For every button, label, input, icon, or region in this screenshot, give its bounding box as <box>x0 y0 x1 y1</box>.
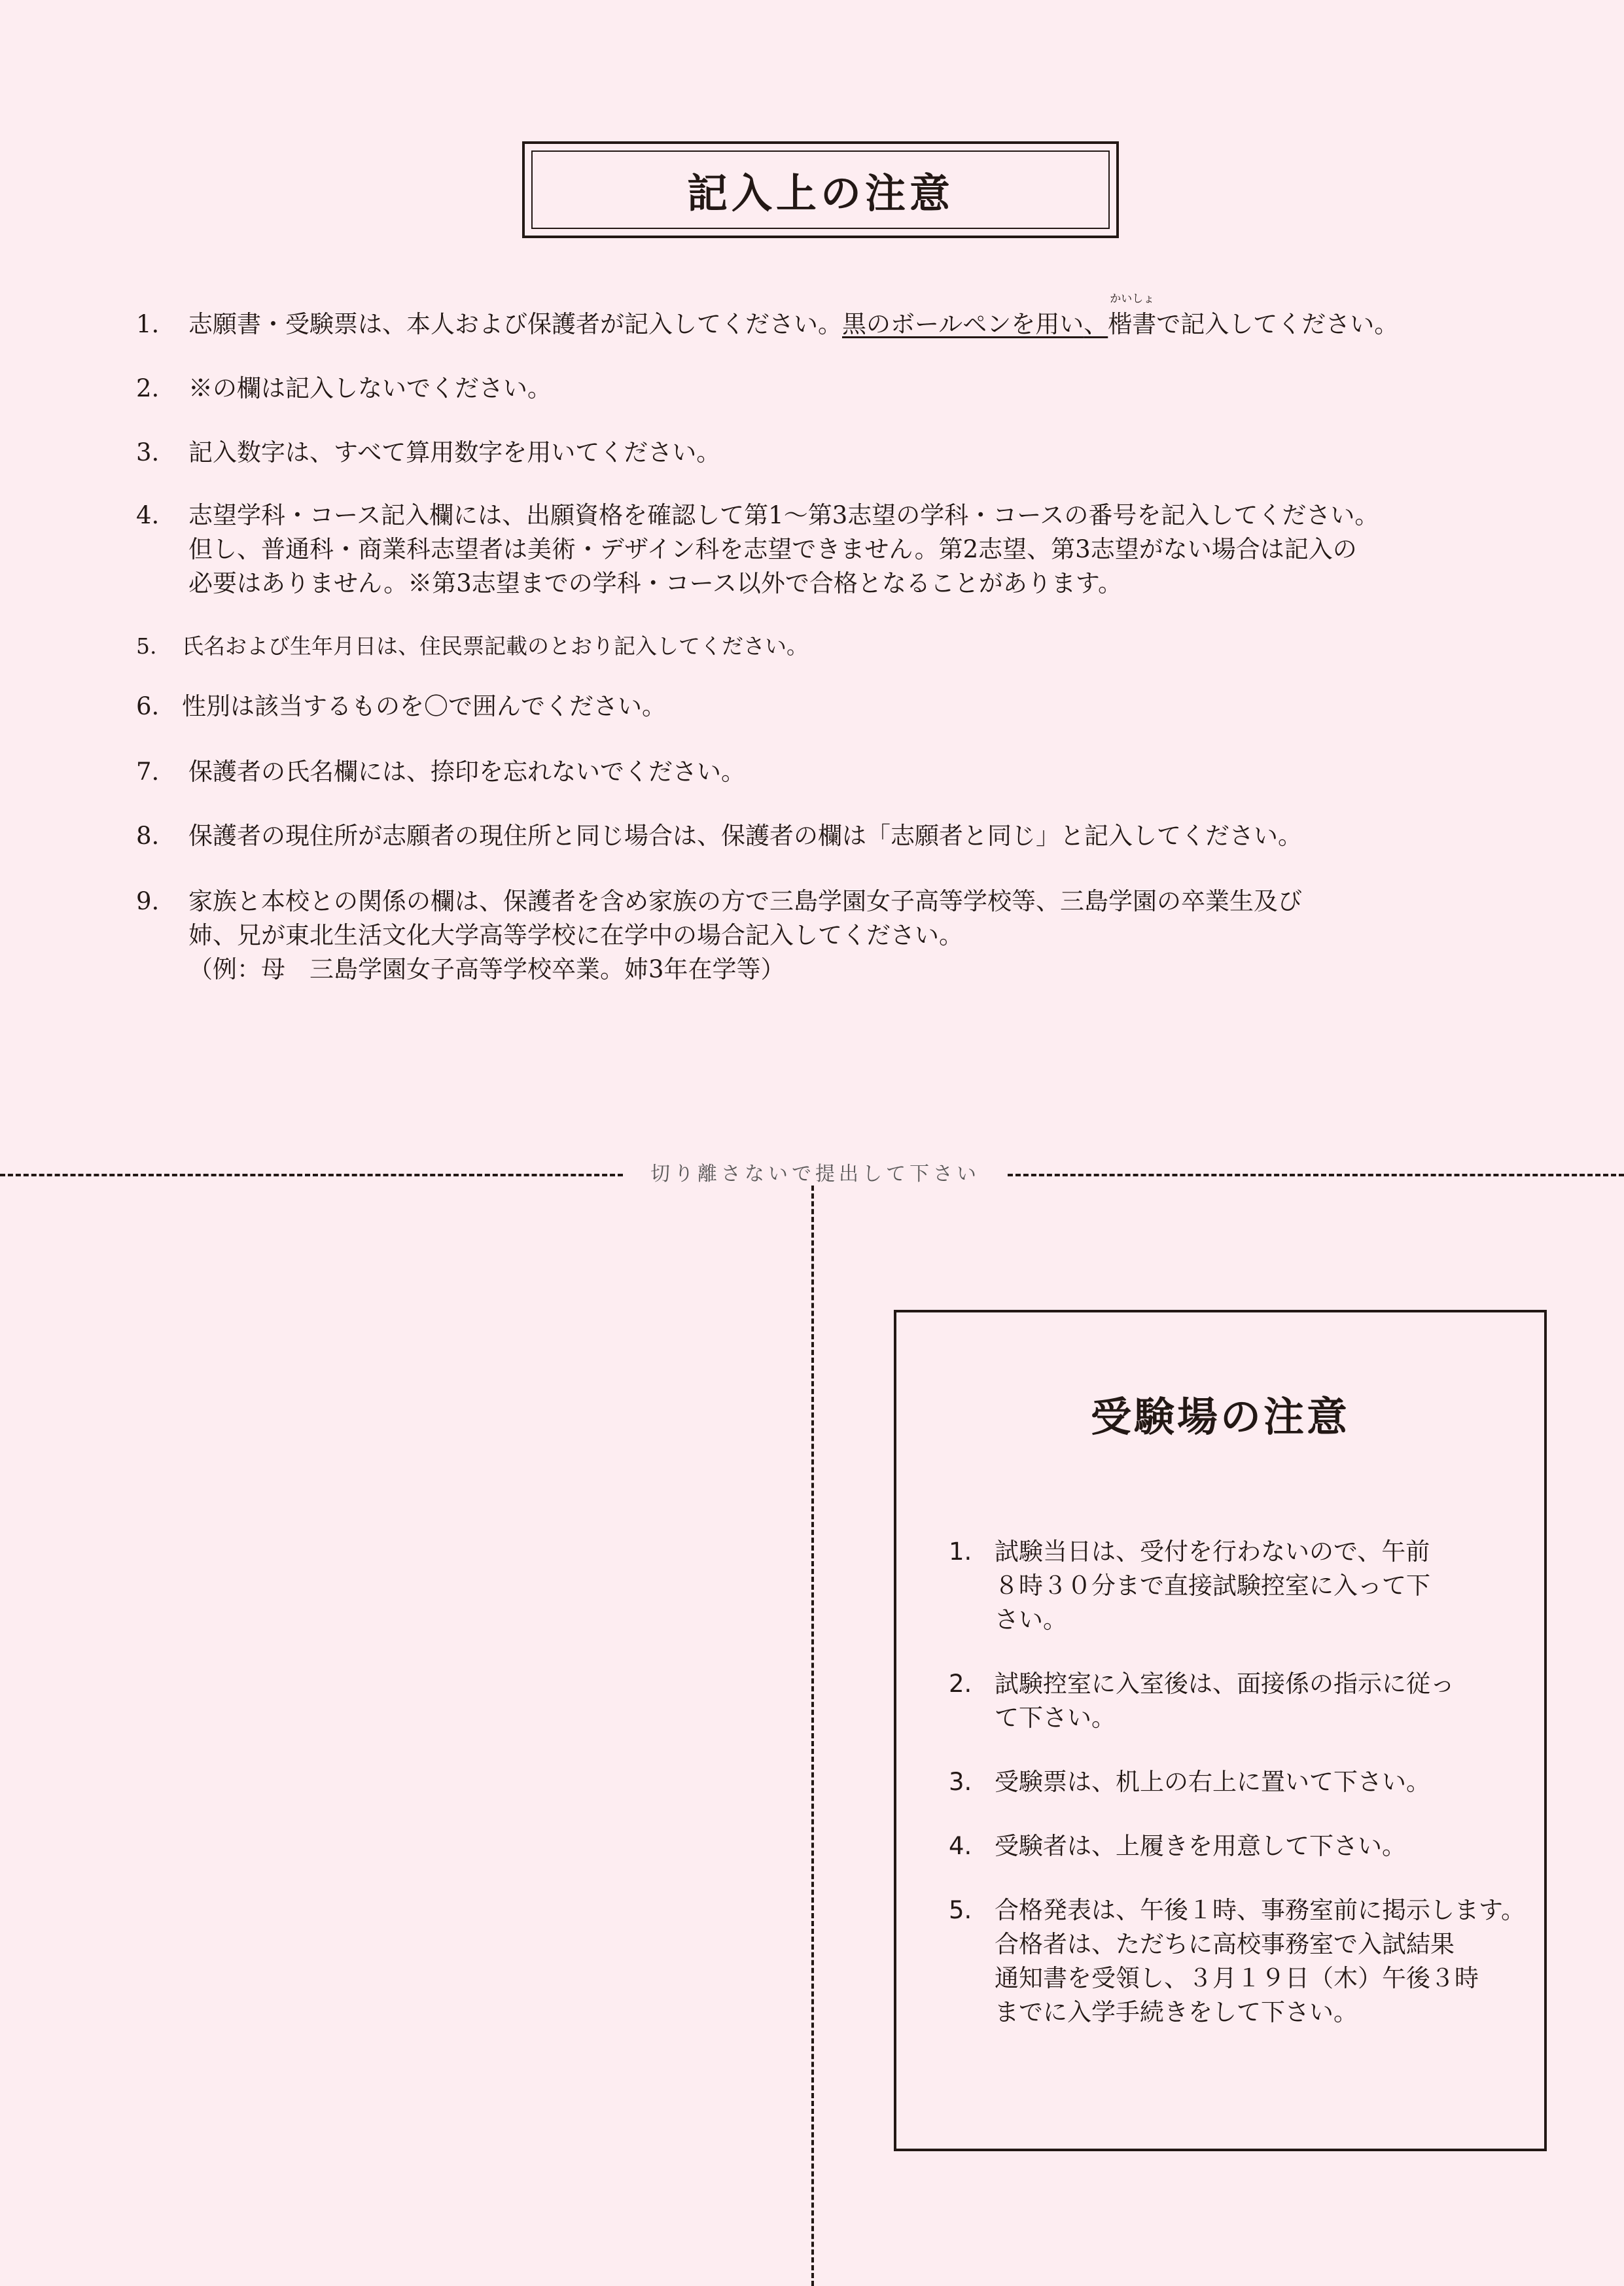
note-text: 志願書・受験票は、本人および保護者が記入してください。 <box>188 310 842 338</box>
exam-note-line: 合格発表は、午後１時、事務室前に掲示します。 <box>995 1896 1526 1924</box>
note-line: 姉、兄が東北生活文化大学高等学校に在学中の場合記入してください。 <box>188 921 963 949</box>
notes-title: 記入上の注意 <box>531 150 1110 229</box>
note-line: 保護者の現住所が志願者の現住所と同じ場合は、保護者の欄は「志願者と同じ」と記入してください。 <box>188 822 1302 850</box>
exam-note-line: 試験控室に入室後は、面接係の指示に従っ <box>995 1670 1455 1698</box>
exam-note-line: 受験票は、机上の右上に置いて下さい。 <box>995 1768 1430 1796</box>
exam-note-line: 合格者は、ただちに高校事務室で入試結果 <box>995 1930 1455 1958</box>
note-3 <box>136 436 1576 470</box>
note-line: 必要はありません。※第3志望までの学科・コース以外で合格となることがあります。 <box>188 569 1122 597</box>
exam-notes-list <box>949 1535 1551 2030</box>
exam-note-1 <box>949 1535 1551 1637</box>
note-comma: 、 <box>1084 310 1108 338</box>
exam-note-line: て下さい。 <box>995 1704 1116 1732</box>
note-text-end: で記入してください。 <box>1156 310 1399 338</box>
exam-note-number: 3. <box>949 1768 972 1796</box>
note-1 <box>136 292 1576 342</box>
ruby-word <box>1108 292 1157 342</box>
exam-notes-box <box>894 1310 1547 2151</box>
exam-note-line: 通知書を受領し、３月１９日（木）午後３時 <box>995 1964 1479 1992</box>
exam-note-line: 試験当日は、受付を行わないので、午前 <box>995 1538 1430 1566</box>
note-number: 3. <box>136 438 160 466</box>
notes-title-box <box>522 141 1119 238</box>
vertical-cut-line <box>811 1186 814 2286</box>
cut-line-right <box>1008 1174 1624 1176</box>
note-line: 但し、普通科・商業科志望者は美術・デザイン科を志望できません。第2志望、第3志望がない場合は記入の <box>188 535 1357 563</box>
note-line: ※の欄は記入しないでください。 <box>188 374 552 402</box>
note-5 <box>136 629 1576 663</box>
note-line: 志望学科・コース記入欄には、出願資格を確認して第1～第3志望の学科・コースの番号を記入してください。 <box>188 501 1379 529</box>
exam-note-4 <box>949 1829 1551 1863</box>
note-line: 保護者の氏名欄には、捺印を忘れないでください。 <box>188 758 745 786</box>
entry-notes-list <box>136 292 1576 987</box>
ruby-reading: かいしょ <box>1110 292 1155 306</box>
note-line: 記入数字は、すべて算用数字を用いてください。 <box>188 438 721 466</box>
note-8 <box>136 819 1576 853</box>
exam-note-5 <box>949 1893 1551 2030</box>
note-number: 6. <box>136 692 160 720</box>
note-9 <box>136 885 1576 987</box>
exam-note-number: 5. <box>949 1896 972 1924</box>
ruby-base: 楷書 <box>1108 310 1157 338</box>
note-number: 8. <box>136 822 160 850</box>
cut-line-label: 切り離さないで提出して下さい <box>650 1163 980 1186</box>
note-6 <box>136 690 1576 724</box>
exam-note-2 <box>949 1667 1551 1735</box>
note-line: （例：母 三島学園女子高等学校卒業。姉3年在学等） <box>188 955 785 983</box>
note-number: 7. <box>136 758 160 786</box>
note-number: 5. <box>136 633 157 659</box>
note-line: 性別は該当するものを〇で囲んでください。 <box>182 692 666 720</box>
note-number: 9. <box>136 887 160 915</box>
note-2 <box>136 372 1576 406</box>
note-number: 2. <box>136 374 160 402</box>
exam-note-number: 1. <box>949 1538 972 1566</box>
exam-note-number: 4. <box>949 1832 972 1860</box>
note-number: 1. <box>136 310 160 338</box>
exam-note-line: 受験者は、上履きを用意して下さい。 <box>995 1832 1406 1860</box>
cut-line-left <box>0 1174 623 1176</box>
underlined-text: 黒のボールペンを用い <box>842 310 1084 338</box>
note-4 <box>136 499 1576 601</box>
note-number: 4. <box>136 501 160 529</box>
exam-notes-title: 受験場の注意 <box>1090 1393 1350 1441</box>
exam-note-3 <box>949 1765 1551 1799</box>
exam-note-line: までに入学手続きをして下さい。 <box>995 1998 1358 2026</box>
note-line: 氏名および生年月日は、住民票記載のとおり記入してください。 <box>182 633 808 659</box>
note-7 <box>136 755 1576 789</box>
exam-note-line: ８時３０分まで直接試験控室に入って下 <box>995 1572 1430 1600</box>
exam-note-line: さい。 <box>995 1606 1067 1634</box>
note-line: 家族と本校との関係の欄は、保護者を含め家族の方で三島学園女子高等学校等、三島学園の卒業生及び <box>188 887 1302 915</box>
exam-note-number: 2. <box>949 1670 972 1698</box>
